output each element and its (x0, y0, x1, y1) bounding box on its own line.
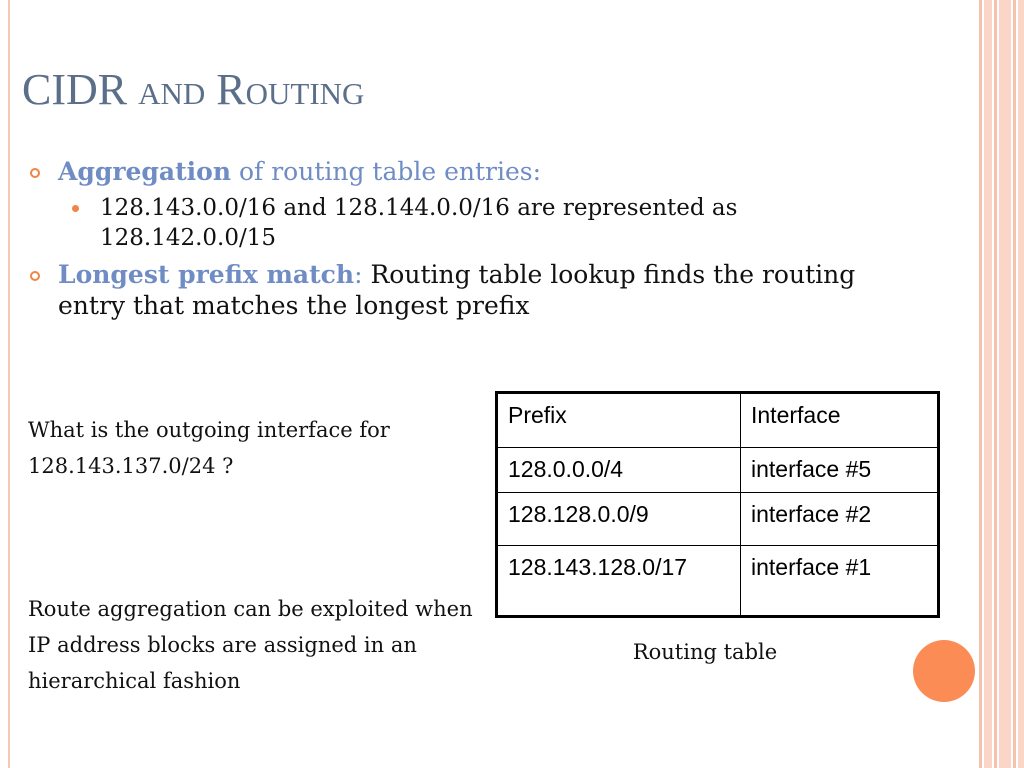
right-border-stripe (984, 0, 992, 768)
sub-bullet-aggregation-example: 128.143.0.0/16 and 128.144.0.0/16 are represented as 128.142.0.0/15 (30, 193, 910, 253)
aggregation-note: Route aggregation can be exploited when IP address blocks are assigned in an hierarchical fashion (28, 597, 473, 693)
table-header-row (497, 393, 939, 448)
cell-prefix: 128.143.128.0/17 (497, 546, 741, 617)
right-border-stripe (979, 0, 982, 768)
table-row (497, 493, 939, 546)
bullet-longest-prefix-text: Routing table lookup finds the routing entry that matches the longest prefix (58, 260, 856, 320)
routing-table (495, 391, 940, 618)
table-row (497, 546, 939, 617)
right-border-stripe (1013, 0, 1016, 768)
table-caption: Routing table (632, 640, 778, 664)
bullet-longest-prefix (30, 259, 910, 321)
slide-title (22, 64, 364, 115)
bullet-list (30, 156, 910, 327)
header-interface: Interface (741, 393, 939, 448)
bullet-aggregation (30, 156, 910, 187)
right-border-stripe (999, 0, 1011, 768)
header-prefix: Prefix (497, 393, 741, 448)
bullet-aggregation-bold: Aggregation (58, 157, 232, 186)
cell-interface: interface #2 (741, 493, 939, 546)
cell-prefix: 128.128.0.0/9 (497, 493, 741, 546)
cell-prefix: 128.0.0.0/4 (497, 448, 741, 493)
title-rest: and Routing (138, 65, 365, 114)
right-border-stripe (994, 0, 997, 768)
right-border-stripe (1018, 0, 1024, 768)
question-text: What is the outgoing interface for 128.143.137.0/24 ? (28, 418, 390, 478)
left-border-line (8, 0, 10, 768)
cell-interface: interface #1 (741, 546, 939, 617)
table-row (497, 448, 939, 493)
decorative-circle (913, 640, 975, 702)
bullet-aggregation-text: of routing table entries: (231, 157, 542, 186)
bullet-longest-prefix-colon: : (354, 260, 363, 289)
cell-interface: interface #5 (741, 448, 939, 493)
title-main: CIDR (22, 65, 128, 114)
bullet-longest-prefix-bold: Longest prefix match (58, 260, 355, 289)
